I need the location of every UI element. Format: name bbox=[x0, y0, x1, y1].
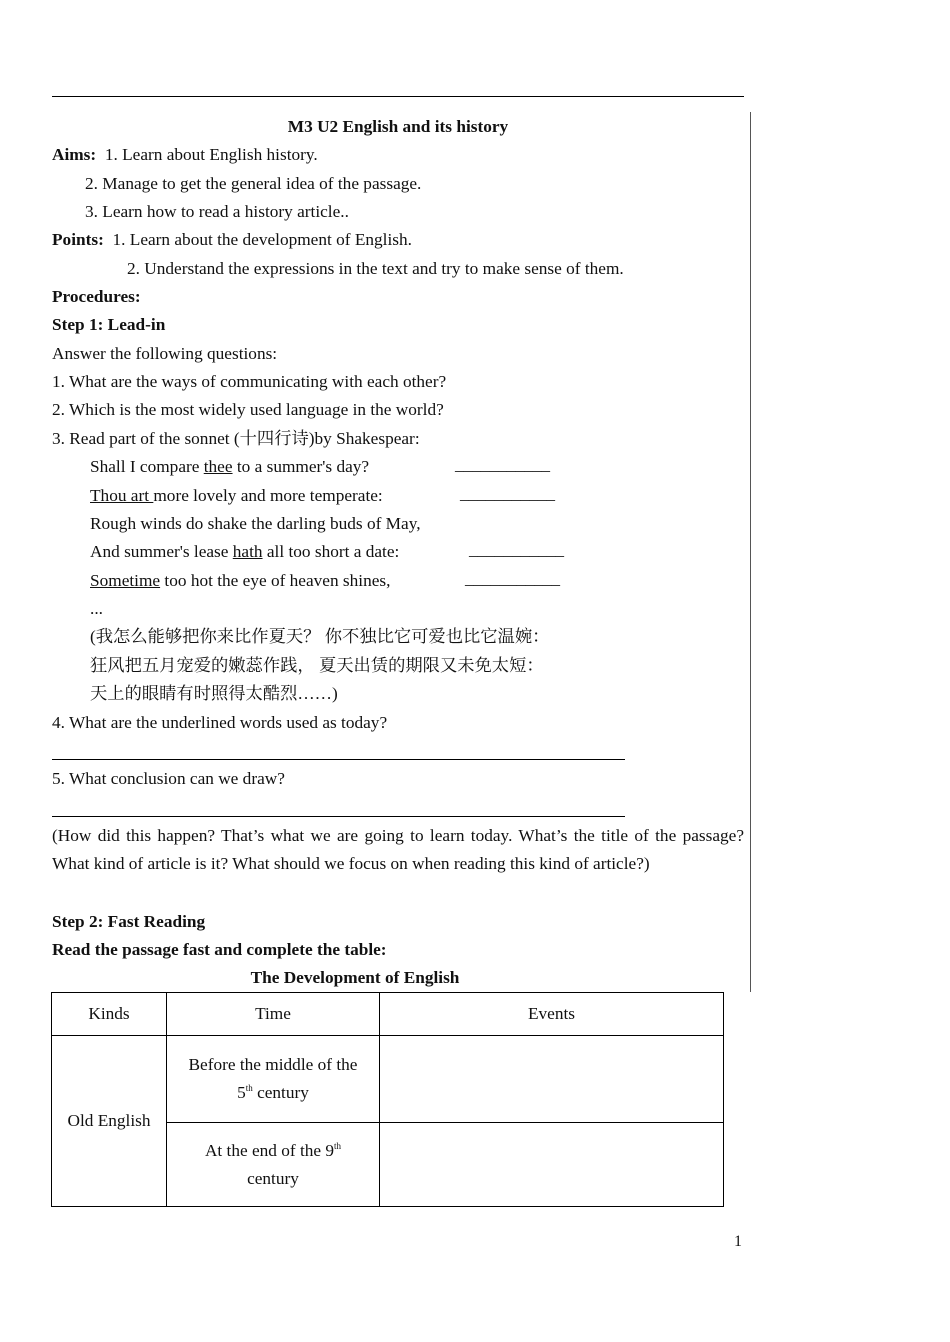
ordinal-suffix: th bbox=[245, 1083, 253, 1094]
aims-item-2: 2. Manage to get the general idea of the passage. bbox=[85, 174, 422, 193]
underlined-word-thou-art: Thou art bbox=[90, 486, 154, 505]
sonnet-text: Shall I compare bbox=[90, 457, 204, 476]
sonnet-text: more lovely and more temperate: bbox=[153, 486, 383, 505]
sonnet-line-4 bbox=[90, 542, 399, 562]
time-text: At the end of the 9 bbox=[204, 1140, 335, 1160]
events-cell-2[interactable] bbox=[380, 1123, 724, 1207]
question-1: 1. What are the ways of communicating with each other? bbox=[52, 372, 447, 391]
time-text: 5 bbox=[237, 1083, 246, 1102]
table-header-row bbox=[52, 993, 724, 1036]
step2-heading: Step 2: Fast Reading bbox=[52, 912, 206, 931]
development-table bbox=[51, 992, 724, 1207]
step1-intro: Answer the following questions: bbox=[52, 344, 278, 363]
time-text: century bbox=[247, 1168, 299, 1188]
points-item-2: 2. Understand the expressions in the text and try to make sense of them. bbox=[127, 259, 624, 278]
step2-instruction: Read the passage fast and complete the table: bbox=[52, 940, 387, 959]
answer-blank-3[interactable]: ___________ bbox=[469, 540, 565, 559]
sonnet-line-2 bbox=[90, 486, 383, 506]
page-number: 1 bbox=[734, 1233, 742, 1250]
question-3: 3. Read part of the sonnet (十四行诗)by Shakespear: bbox=[52, 429, 420, 448]
translation-line-2: 狂风把五月宠爱的嫩蕊作践， 夏天出赁的期限又未免太短： bbox=[90, 656, 544, 675]
sonnet-text: too hot the eye of heaven shines, bbox=[160, 571, 391, 590]
sonnet-line-5 bbox=[90, 571, 390, 591]
ordinal-suffix: th bbox=[334, 1140, 342, 1151]
header-kinds: Kinds bbox=[52, 993, 167, 1036]
margin-rule bbox=[750, 112, 751, 992]
time-before-5th-century bbox=[167, 1036, 380, 1123]
points-label: Points: bbox=[52, 230, 104, 249]
sonnet-text: all too short a date: bbox=[262, 542, 400, 561]
sonnet-text: to a summer's day? bbox=[232, 457, 370, 476]
header-rule bbox=[52, 96, 744, 97]
points-item-1: 1. Learn about the development of English. bbox=[112, 230, 412, 249]
sonnet-line-3: Rough winds do shake the darling buds of May, bbox=[90, 514, 421, 533]
translation-line-3: 天上的眼睛有时照得太酷烈……) bbox=[90, 684, 338, 703]
aims-item-1: 1. Learn about English history. bbox=[104, 145, 318, 164]
table-row bbox=[52, 1036, 724, 1123]
question-5: 5. What conclusion can we draw? bbox=[52, 769, 285, 788]
answer-blank-1[interactable]: ___________ bbox=[455, 455, 551, 474]
time-end-9th-century bbox=[167, 1123, 380, 1207]
sonnet-line-1 bbox=[90, 457, 369, 477]
answer-blank-4[interactable]: ___________ bbox=[465, 569, 561, 588]
sonnet-text: And summer's lease bbox=[90, 542, 233, 561]
sonnet-ellipsis: ... bbox=[90, 599, 103, 618]
points-line-1 bbox=[52, 230, 412, 250]
step1-heading: Step 1: Lead-in bbox=[52, 315, 166, 334]
underlined-word-hath: hath bbox=[232, 542, 263, 561]
answer-line-q4[interactable] bbox=[52, 759, 625, 760]
header-events: Events bbox=[380, 993, 724, 1036]
question-2: 2. Which is the most widely used language in the world? bbox=[52, 400, 444, 419]
underlined-word-sometime: Sometime bbox=[90, 571, 161, 590]
underlined-word-thee: thee bbox=[203, 457, 233, 476]
answer-blank-2[interactable]: ___________ bbox=[460, 484, 556, 503]
time-text: century bbox=[252, 1083, 309, 1102]
table-title: The Development of English bbox=[250, 968, 460, 987]
events-cell-1[interactable] bbox=[380, 1036, 724, 1123]
procedures-label: Procedures: bbox=[52, 287, 141, 306]
aims-label: Aims: bbox=[52, 145, 97, 164]
aims-item-3: 3. Learn how to read a history article.. bbox=[85, 202, 349, 221]
header-time: Time bbox=[167, 993, 380, 1036]
question-4: 4. What are the underlined words used as today? bbox=[52, 713, 388, 732]
lead-in-note: (How did this happen? That’s what we are going to learn today. What’s the title of the passage? What kind of article is it? What should we focus on when reading this kind of article?) bbox=[52, 826, 744, 874]
answer-line-q5[interactable] bbox=[52, 816, 625, 817]
kind-old-english: Old English bbox=[52, 1036, 167, 1207]
aims-line-1 bbox=[52, 145, 318, 165]
document-title: M3 U2 English and its history bbox=[287, 117, 509, 136]
translation-line-1: (我怎么能够把你来比作夏天？ 你不独比它可爱也比它温婉： bbox=[90, 627, 550, 646]
time-text: Before the middle of the bbox=[188, 1055, 358, 1074]
